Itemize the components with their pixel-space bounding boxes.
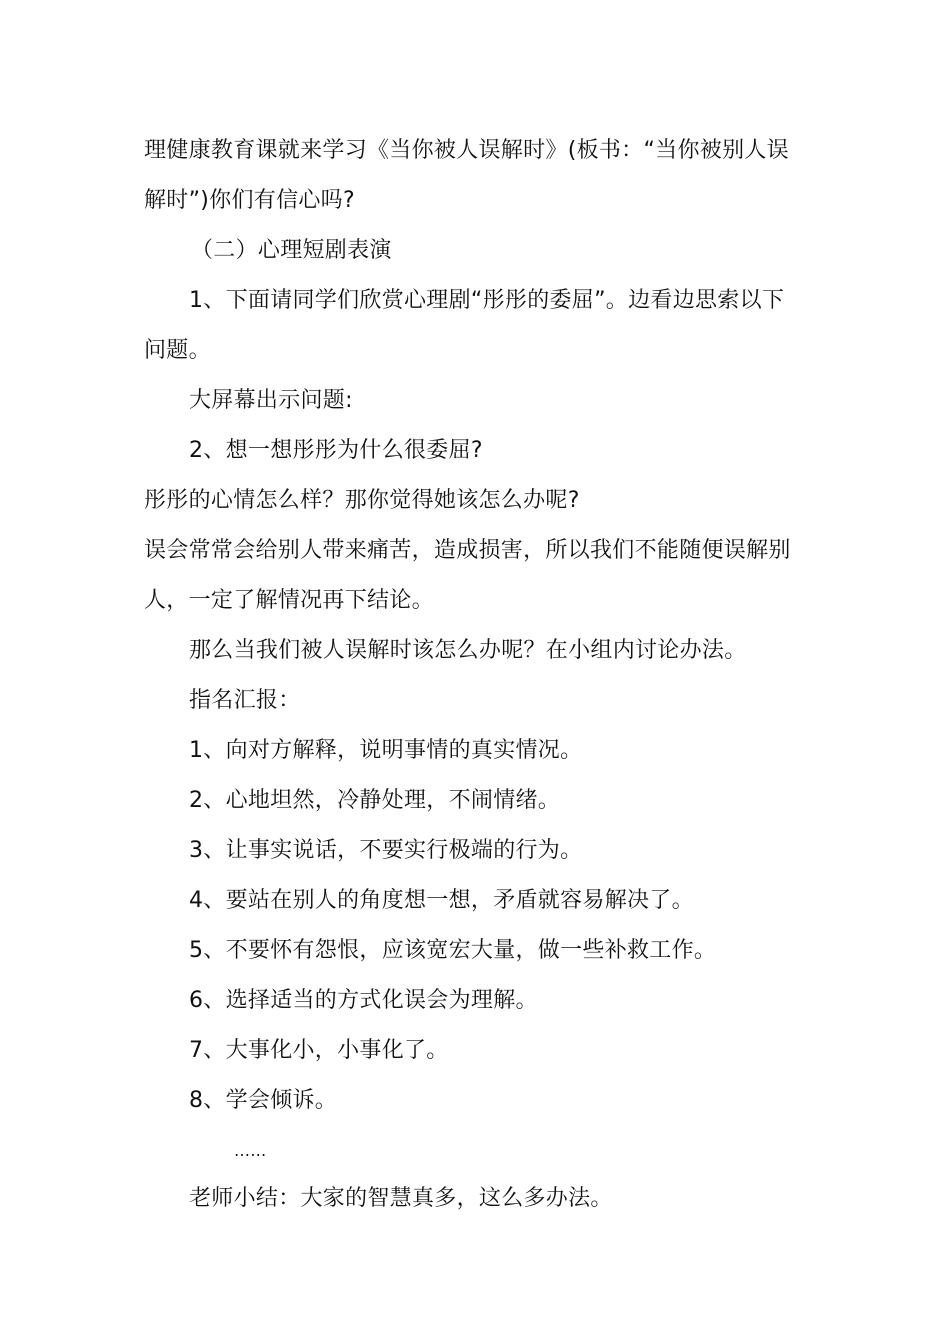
paragraph-line-6: 大屏幕出示问题: <box>189 388 353 413</box>
paragraph-line-8: 彤彤的心情怎么样？那你觉得她该怎么办呢? <box>144 488 580 513</box>
ellipsis: …… <box>234 1141 267 1160</box>
list-item: 8、学会倾诉。 <box>189 1088 338 1113</box>
teacher-summary: 老师小结：大家的智慧真多，这么多办法。 <box>189 1186 613 1211</box>
list-item: 7、大事化小，小事化了。 <box>189 1038 449 1063</box>
paragraph-line-9: 误会常常会给别人带来痛苦，造成损害，所以我们不能随便误解别 <box>144 538 791 563</box>
paragraph-line-10: 人，一定了解情况再下结论。 <box>144 588 434 613</box>
paragraph-line-12: 指名汇报： <box>189 688 301 713</box>
paragraph-line-7: 2、想一想彤彤为什么很委屈? <box>189 438 483 463</box>
paragraph-line-11: 那么当我们被人误解时该怎么办呢？在小组内讨论办法。 <box>189 638 747 663</box>
section-heading: （二）心理短剧表演 <box>191 238 392 263</box>
list-item: 2、心地坦然，冷静处理，不闹情绪。 <box>189 788 561 813</box>
list-item: 5、不要怀有怨恨，应该宽宏大量，做一些补救工作。 <box>189 938 717 963</box>
paragraph-line-4: 1、下面请同学们欣赏心理剧“彤彤的委屈”。边看边思索以下 <box>189 288 785 313</box>
list-item: 1、向对方解释，说明事情的真实情况。 <box>189 738 583 763</box>
list-item: 3、让事实说话，不要实行极端的行为。 <box>189 838 583 863</box>
paragraph-line-1: 理健康教育课就来学习《当你被人误解时》(板书：“当你被别人误 <box>144 138 789 163</box>
paragraph-line-5: 问题。 <box>144 338 211 363</box>
list-item: 6、选择适当的方式化误会为理解。 <box>189 988 538 1013</box>
paragraph-line-2: 解时”)你们有信心吗? <box>144 188 355 213</box>
list-item: 4、要站在别人的角度想一想，矛盾就容易解决了。 <box>189 888 694 913</box>
